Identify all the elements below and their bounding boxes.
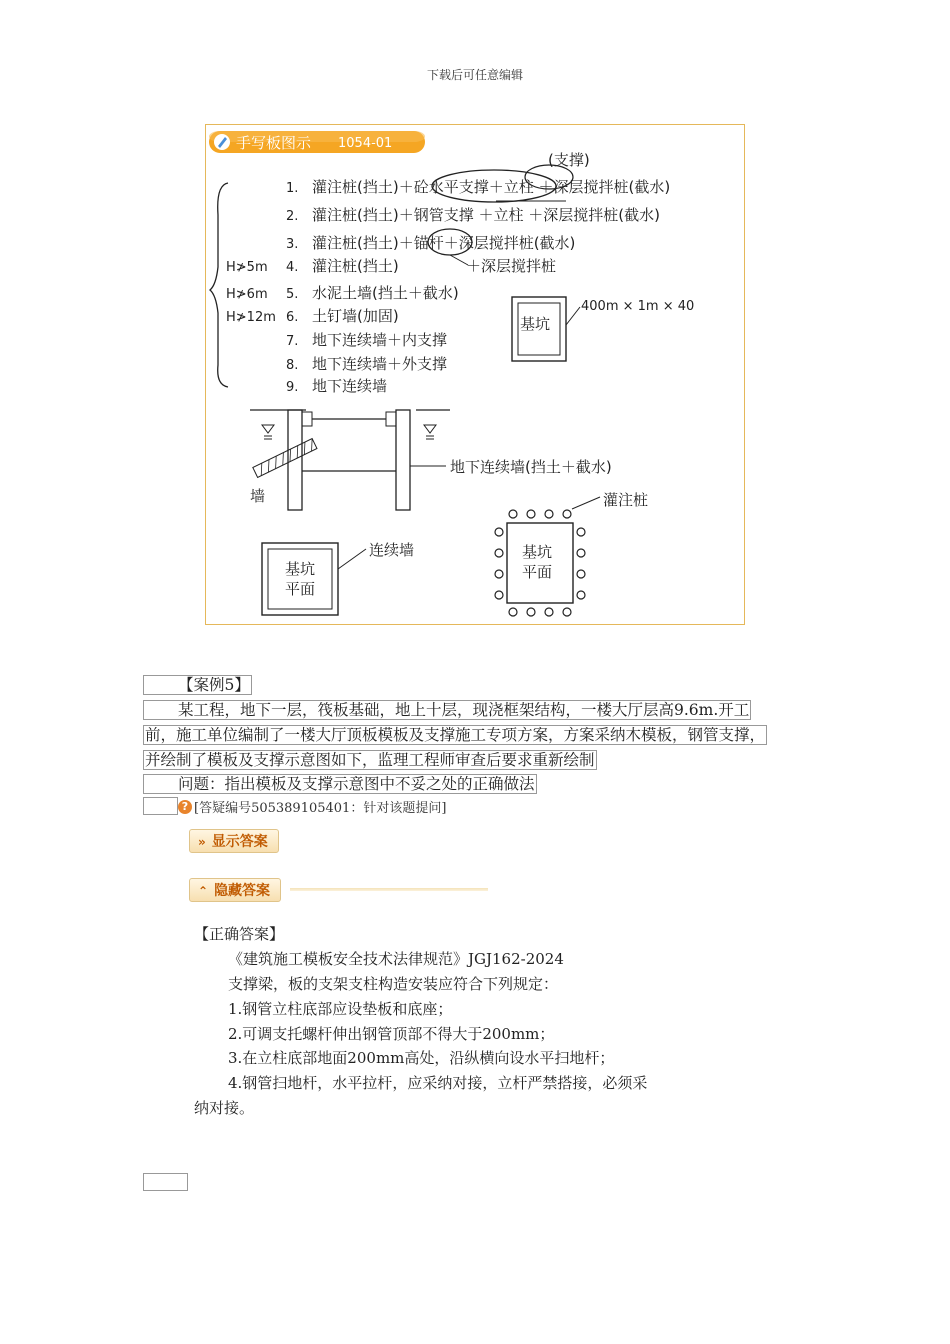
svg-text:8.: 8. [286, 358, 299, 373]
svg-text:灌注桩(挡土)＋砼水平支撑＋立柱 ＋深层搅拌桩(截水): 灌注桩(挡土)＋砼水平支撑＋立柱 ＋深层搅拌桩(截水) [312, 178, 671, 196]
svg-text:7.: 7. [286, 334, 299, 349]
svg-text:灌注桩(挡土)＋钢管支撑 ＋立柱 ＋深层搅拌桩(截水): 灌注桩(挡土)＋钢管支撑 ＋立柱 ＋深层搅拌桩(截水) [312, 206, 660, 224]
case-line-3: 并绘制了模板及支撑示意图如下，监理工程师审查后要求重新绘制 [145, 751, 595, 769]
h-label-5m: H≯5m [226, 260, 268, 275]
svg-text:基坑: 基坑 [522, 543, 553, 561]
svg-text:灌注桩(挡土): 灌注桩(挡土) [312, 257, 399, 275]
svg-text:平面: 平面 [522, 563, 553, 581]
empty-footer-cell [143, 1173, 188, 1191]
svg-text:地下连续墙＋外支撑: 地下连续墙＋外支撑 [312, 355, 448, 373]
svg-text:灌注桩(挡土)＋锚杆＋深层搅拌桩(截水): 灌注桩(挡土)＋锚杆＋深层搅拌桩(截水) [312, 234, 576, 252]
svg-text:4.: 4. [286, 260, 299, 275]
svg-text:9.: 9. [286, 380, 299, 395]
svg-text:6.: 6. [286, 310, 299, 325]
support-label: (支撑) [548, 151, 590, 169]
board-drawing [206, 125, 746, 626]
svg-text:地下连续墙＋内支撑: 地下连续墙＋内支撑 [312, 331, 448, 349]
pile-label: 灌注桩 [603, 491, 649, 509]
question-id-link[interactable]: ? [答疑编号505389105401：针对该题提问] [178, 797, 446, 816]
pit-label: 基坑 [520, 315, 551, 333]
show-answer-button[interactable]: » 显示答案 [189, 829, 279, 853]
svg-text:5.: 5. [286, 287, 299, 302]
answer-point-4: 4.钢管扫地杆，水平拉杆，应采纳对接，立杆严禁搭接，必须采 [228, 1074, 648, 1092]
h-label-6m: H≯6m [226, 287, 268, 302]
answer-title: 【正确答案】 [194, 925, 285, 943]
case-title: 【案例5】 [143, 675, 252, 695]
wall-label: 地下连续墙(挡土＋截水) [450, 458, 612, 476]
board-code: 1054-01 [338, 136, 393, 151]
answer-point-4-cont: 纳对接。 [194, 1099, 255, 1117]
case-line-2: 前，施工单位编制了一楼大厅顶板模板及支撑施工专项方案，方案采纳木模板，钢管支撑， [145, 726, 766, 744]
question-icon: ? [178, 800, 192, 814]
svg-text:基坑: 基坑 [285, 560, 316, 578]
double-chevron-right-icon: » [198, 835, 206, 849]
answer-reference: 《建筑施工模板安全技术法律规范》JGJ162-2024 [228, 950, 564, 968]
answer-divider [290, 888, 488, 891]
page-header: 下载后可任意编辑 [426, 68, 523, 82]
handwriting-board-figure [205, 124, 745, 625]
svg-text:1.: 1. [286, 181, 299, 196]
svg-text:3.: 3. [286, 237, 299, 252]
hide-answer-button[interactable]: ⌃ 隐藏答案 [189, 878, 281, 902]
answer-intro: 支撑梁，板的支架支柱构造安装应符合下列规定： [228, 975, 559, 993]
svg-text:＋深层搅拌桩: ＋深层搅拌桩 [466, 257, 557, 275]
empty-cell [143, 797, 178, 815]
cont-wall-label: 连续墙 [369, 541, 415, 559]
method-list [286, 178, 670, 395]
wall-short-label: 墙 [250, 487, 266, 505]
svg-text:地下连续墙: 地下连续墙 [312, 377, 388, 395]
svg-text:2.: 2. [286, 209, 299, 224]
h-label-12m: H≯12m [226, 310, 276, 325]
chevron-up-icon: ⌃ [198, 884, 209, 898]
case-title-row [143, 675, 252, 695]
svg-text:平面: 平面 [285, 580, 316, 598]
answer-point-2: 2.可调支托螺杆伸出钢管顶部不得大于200mm； [228, 1025, 555, 1043]
answer-point-3: 3.在立柱底部地面200mm高处，沿纵横向设水平扫地杆； [228, 1049, 615, 1067]
pit-dims: 400m × 1m × 40 [581, 299, 695, 314]
svg-text:水泥土墙(挡土＋截水): 水泥土墙(挡土＋截水) [312, 284, 459, 302]
answer-point-1: 1.钢管立柱底部应设垫板和底座； [228, 1000, 453, 1018]
board-title: 手写板图示 [236, 134, 312, 152]
svg-text:土钉墙(加固): 土钉墙(加固) [312, 307, 399, 325]
case-line-1: 某工程，地下一层，筏板基础，地上十层，现浇框架结构，一楼大厅层高9.6m.开工 [143, 700, 751, 720]
case-question: 问题：指出模板及支撑示意图中不妥之处的正确做法 [143, 774, 537, 794]
